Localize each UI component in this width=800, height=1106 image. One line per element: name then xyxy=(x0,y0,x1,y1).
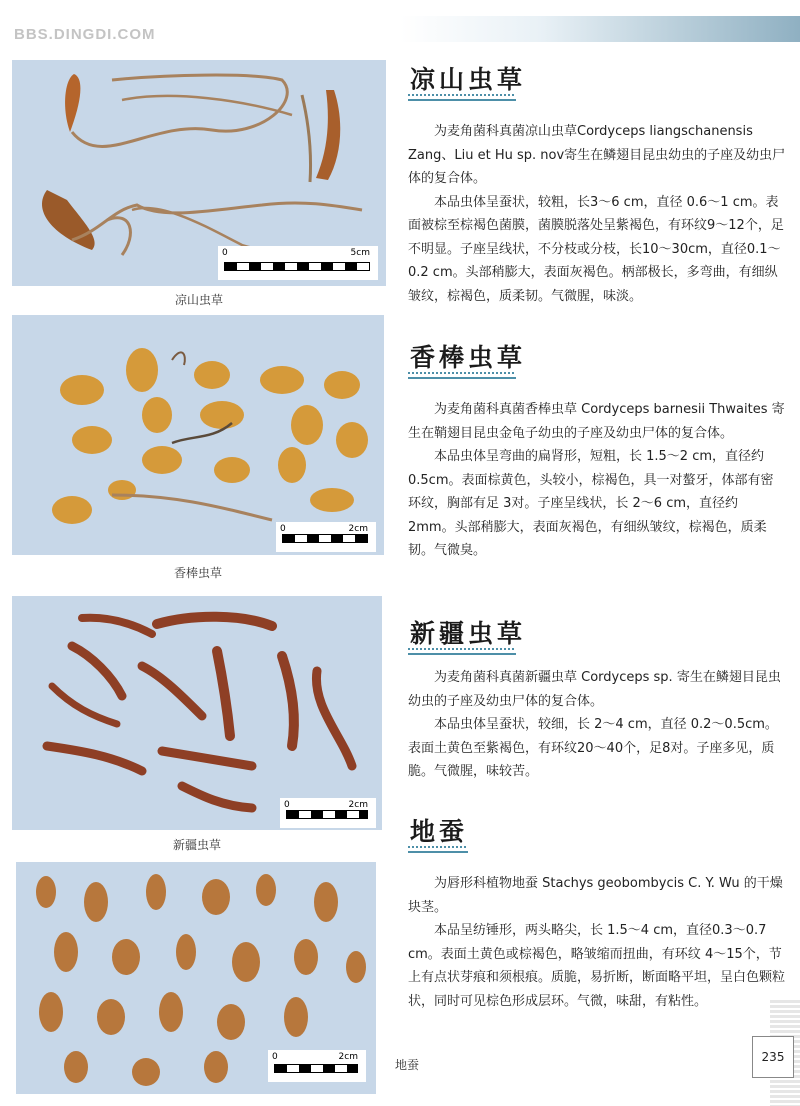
section-body xyxy=(408,398,786,563)
section-body xyxy=(408,120,786,308)
scale-end-label: 2cm xyxy=(348,524,368,534)
paragraph: 本品虫体呈蚕状，较粗，长3～6 cm，直径 0.6～1 cm。表面被棕至棕褐色菌膜，菌膜脱落处呈紫褐色，有环纹9～12个，足不明显。子座呈线状，不分枝或分枝，长10～30cm，直径0.1～0.2 cm。头部稍膨大，表面灰褐色。柄部极长，多弯曲，有细纵皱纹，棕褐色，质柔韧。气微腥，味淡。 xyxy=(408,194,784,304)
section-title: 新疆虫草 xyxy=(410,619,527,648)
watermark: BBS.DINGDI.COM xyxy=(14,26,156,43)
specimen-illustration xyxy=(12,315,384,555)
title-underline xyxy=(408,372,516,380)
title-underline xyxy=(408,846,468,854)
scale-start-label: 0 xyxy=(284,800,290,810)
scale-start-label: 0 xyxy=(280,524,286,534)
scale-bar xyxy=(280,798,376,828)
paragraph: 为唇形科植物地蚕 Stachys geobombycis C. Y. Wu 的干燥块茎。 xyxy=(408,876,783,915)
paragraph: 为麦角菌科真菌香棒虫草 Cordyceps barnesii Thwaites 寄生在鞘翅目昆虫金龟子幼虫的子座及幼虫尸体的复合体。 xyxy=(408,402,785,441)
title-underline xyxy=(408,648,516,656)
specimen-illustration xyxy=(12,596,382,830)
scale-start-label: 0 xyxy=(272,1052,278,1062)
section-body xyxy=(408,666,786,784)
figure-photo-xiangbang xyxy=(12,315,384,555)
header-band xyxy=(400,16,800,42)
section-title: 地蚕 xyxy=(410,817,469,846)
paragraph: 本品虫体呈蚕状，较细，长 2～4 cm，直径 0.2～0.5cm。表面土黄色至紫褐色，有环纹20～40个，足8对。子座多见，质脆。气微腥，味较苦。 xyxy=(408,717,778,779)
paragraph: 本品呈纺锤形，两头略尖，长 1.5～4 cm，直径0.3～0.7 cm。表面土黄色或棕褐色，略皱缩而扭曲，有环纹 4～15个，节上有点状芽痕和须根痕。质脆，易折断，断面略平坦，呈白色颗粒状，同时可见棕色形成层环。气微，味甜，有粘性。 xyxy=(408,923,786,1009)
paragraph: 为麦角菌科真菌凉山虫草Cordyceps liangschanensis Zang、Liu et Hu sp. nov寄生在鳞翅目昆虫幼虫的子座及幼虫尸体的复合体。 xyxy=(408,124,786,186)
figure-photo-xinjiang xyxy=(12,596,382,830)
figure-caption: 凉山虫草 xyxy=(174,293,223,307)
scale-start-label: 0 xyxy=(222,248,228,258)
figure-caption: 新疆虫草 xyxy=(172,838,221,852)
paragraph: 本品虫体呈弯曲的扁肾形，短粗，长 1.5～2 cm，直径约 0.5cm。表面棕黄色，头较小，棕褐色，具一对螯牙，体部有密环纹，胸部有足 3对。子座呈线状，长 2～6 cm，直径约 2mm。头部稍膨大，表面灰褐色，有细纵皱纹，棕褐色，质柔韧。气微臭。 xyxy=(408,449,774,558)
scale-end-label: 2cm xyxy=(338,1052,358,1062)
scale-bar xyxy=(276,522,376,552)
section-title: 香棒虫草 xyxy=(410,343,527,372)
section-title: 凉山虫草 xyxy=(410,65,527,94)
scale-bar xyxy=(218,246,378,280)
title-underline xyxy=(408,94,516,102)
figure-caption: 地蚕 xyxy=(394,1058,419,1072)
scale-end-label: 5cm xyxy=(350,248,370,258)
scale-end-label: 2cm xyxy=(348,800,368,810)
figure-caption: 香棒虫草 xyxy=(173,566,222,580)
page-number: 235 xyxy=(752,1036,794,1078)
section-body xyxy=(408,872,786,1013)
paragraph: 为麦角菌科真菌新疆虫草 Cordyceps sp. 寄生在鳞翅目昆虫幼虫的子座及幼虫尸体的复合体。 xyxy=(408,670,781,709)
scale-bar xyxy=(268,1050,366,1082)
